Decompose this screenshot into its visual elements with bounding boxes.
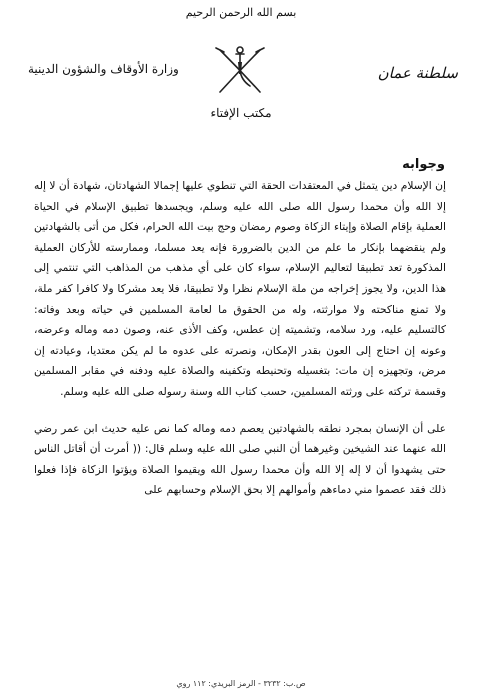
country-name: سلطنة عمان [377,64,458,82]
footer-address: ص.ب: ٣٢٣٢ - الرمز البريدي: ١١٢ روي [176,679,306,688]
reply-heading: وجوابه [402,157,445,172]
ministry-name: وزارة الأوقاف والشؤون الدينية [28,62,179,76]
letter-body [34,176,446,501]
oman-national-emblem-icon [210,40,270,100]
paragraph-1: إن الإسلام دين يتمثل في المعتقدات الحقة التي تنطوي عليها إجمالا الشهادتان، شهادة أن لا إله إلا الله وأن محمدا رسول الله صلى الله عليه وسلم، ويجسدها تطبيق الإسلام في الحياة العملية بإقام الصلاة وإيتاء الزكاة وصوم رمضان وحج بيت الله الحرام، فكل من أتى بالشهادتين ولم ينقضهما بإنكار ما علم من الدين بالضرورة فإنه يعد مسلما، وممارسته للأركان العملية المذكورة تعد تطبيقا لتعاليم الإسلام، سواء كان على أي مذهب من المذاهب التي تنتمي إلى هذا الدين، ولا يجوز إخراجه من ملة الإسلام نظرا ولا تطبيقا، فلا يعد مشركا ولا كافرا كفر ملة، ولا تمنع مناكحته ولا موارثته، وله من الحقوق ما لعامة المسلمين في حياته وبعد وفاته: كالتسليم عليه، ورد سلامه، وتشميته إن عطس، وكف الأذى عنه، وصون دمه وماله وعرضه، وعونه إن احتاج إلى العون بقدر الإمكان، ونصرته على عدوه ما لم يكن معتديا، وعيادته إن مرض، وتجهيزه إن مات: بتغسيله وتحنيطه وتكفينه والصلاة عليه ودفنه في مقابر المسلمين وقسمة تركته على ورثته المسلمين، حسب كتاب الله وسنة رسوله صلى الله عليه وسلم. [34,179,446,398]
office-name: مكتب الإفتاء [210,106,272,120]
paragraph-2: على أن الإنسان بمجرد نطقه بالشهادتين يعصم دمه وماله كما نص عليه حديث ابن عمر رضي الله عنهما عند الشيخين وغيرهما أن النبي صلى الله عليه وسلم قال: (( أمرت أن أقاتل الناس حتى يشهدوا أن لا إله إلا الله وأن محمدا رسول الله ويقيموا الصلاة ويؤتوا الزكاة فإذا فعلوا ذلك فقد عصموا مني دماءهم وأموالهم إلا بحق الإسلام وحسابهم على [34,421,446,497]
basmala: بسم الله الرحمن الرحيم [185,6,297,19]
